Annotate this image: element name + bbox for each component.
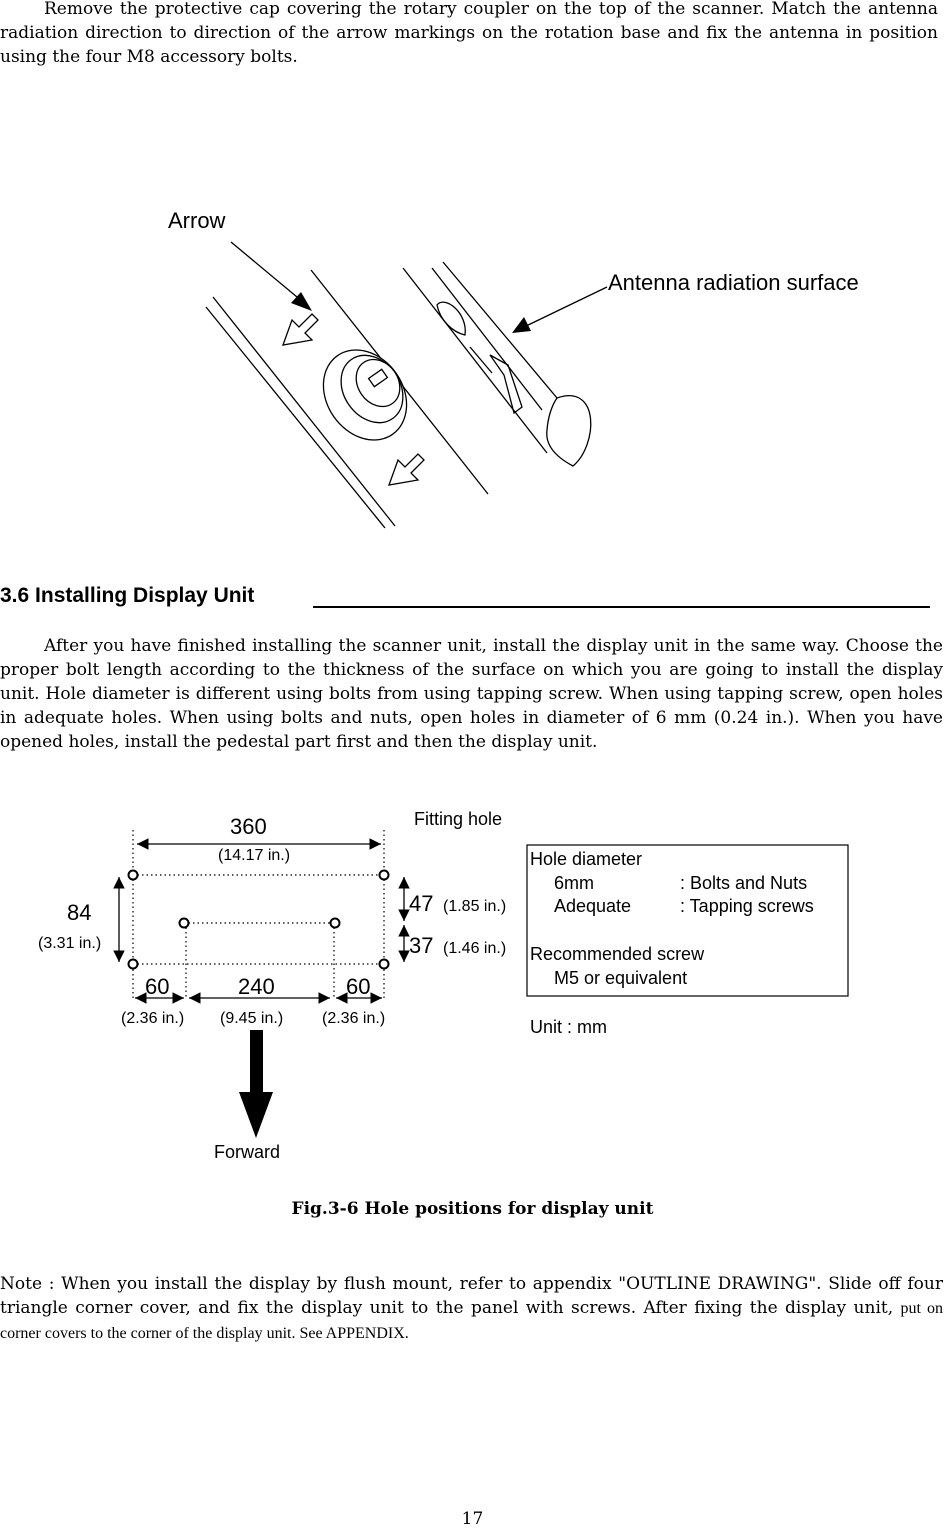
- figure-caption: Fig.3-6 Hole positions for display unit: [291, 1199, 654, 1219]
- antenna-body: [403, 262, 591, 466]
- fitting-holes: [129, 871, 389, 969]
- info-row2-val: : Tapping screws: [680, 896, 814, 916]
- right-mm-label: 60: [346, 974, 371, 999]
- info-rec-title: Recommended screw: [530, 944, 705, 964]
- note-main: Note : When you install the display by flush mount, refer to appendix "OUTLINE DRAWING". Slide off four triangle corner cover, and fix the display unit to the panel with screws. After fixing the display unit,: [0, 1274, 943, 1318]
- width-in-label: (14.17 in.): [218, 847, 291, 864]
- unit-label: Unit : mm: [530, 1017, 608, 1037]
- rotary-coupler: [306, 334, 423, 456]
- forward-label: Forward: [214, 1142, 281, 1162]
- lower-in-label: (1.46 in.): [443, 940, 507, 957]
- info-row2-key: Adequate: [554, 896, 632, 916]
- arrow-marking-lower: [389, 454, 424, 485]
- height-mm-label: 84: [67, 900, 92, 925]
- upper-mm-label: 47: [409, 891, 434, 916]
- upper-in-label: (1.85 in.): [443, 898, 507, 915]
- right-in-label: (2.36 in.): [322, 1010, 386, 1027]
- page-number: 17: [461, 1509, 484, 1529]
- hole-position-diagram: [0, 800, 945, 1170]
- lower-mm-label: 37: [409, 933, 434, 958]
- height-in-label: (3.31 in.): [38, 935, 102, 952]
- left-mm-label: 60: [145, 974, 170, 999]
- forward-arrow: [239, 1030, 273, 1138]
- info-title: Hole diameter: [530, 849, 643, 869]
- antenna-surface-label: Antenna radiation surface: [608, 270, 859, 295]
- width-mm-label: 360: [230, 814, 267, 839]
- middle-mm-label: 240: [238, 974, 275, 999]
- heading-rule: [313, 606, 930, 608]
- fitting-hole-label: Fitting hole: [414, 809, 503, 829]
- antenna-mounting-figure: [0, 195, 945, 540]
- arrow-label: Arrow: [168, 208, 226, 233]
- note-paragraph: [0, 1272, 943, 1346]
- left-in-label: (2.36 in.): [121, 1010, 185, 1027]
- arrow-marking-upper: [283, 314, 318, 345]
- info-rec-value: M5 or equivalent: [554, 968, 688, 988]
- section-paragraph: After you have finished installing the scanner unit, install the display unit in the same way. Choose the proper bolt length according to the thickness of the surface on which you are going to install the display unit. Hole diameter is different using bolts from using tapping screw. When using tapping screw, open holes in adequate holes. When using bolts and nuts, open holes in diameter of 6 mm (0.24 in.). When you have opened holes, install the pedestal part first and then the display unit.: [0, 636, 943, 752]
- intro-paragraph: Remove the protective cap covering the rotary coupler on the top of the scanner. Match the antenna radiation direction to direction of the arrow markings on the rotation base and fix the antenna in position using the four M8 accessory bolts.: [0, 0, 938, 67]
- section-heading: 3.6 Installing Display Unit: [0, 584, 255, 607]
- note-tail: put on corner covers to the corner of the display unit. See APPENDIX.: [0, 1300, 943, 1342]
- info-row1-val: : Bolts and Nuts: [680, 873, 808, 893]
- info-row1-key: 6mm: [554, 873, 594, 893]
- middle-in-label: (9.45 in.): [220, 1010, 284, 1027]
